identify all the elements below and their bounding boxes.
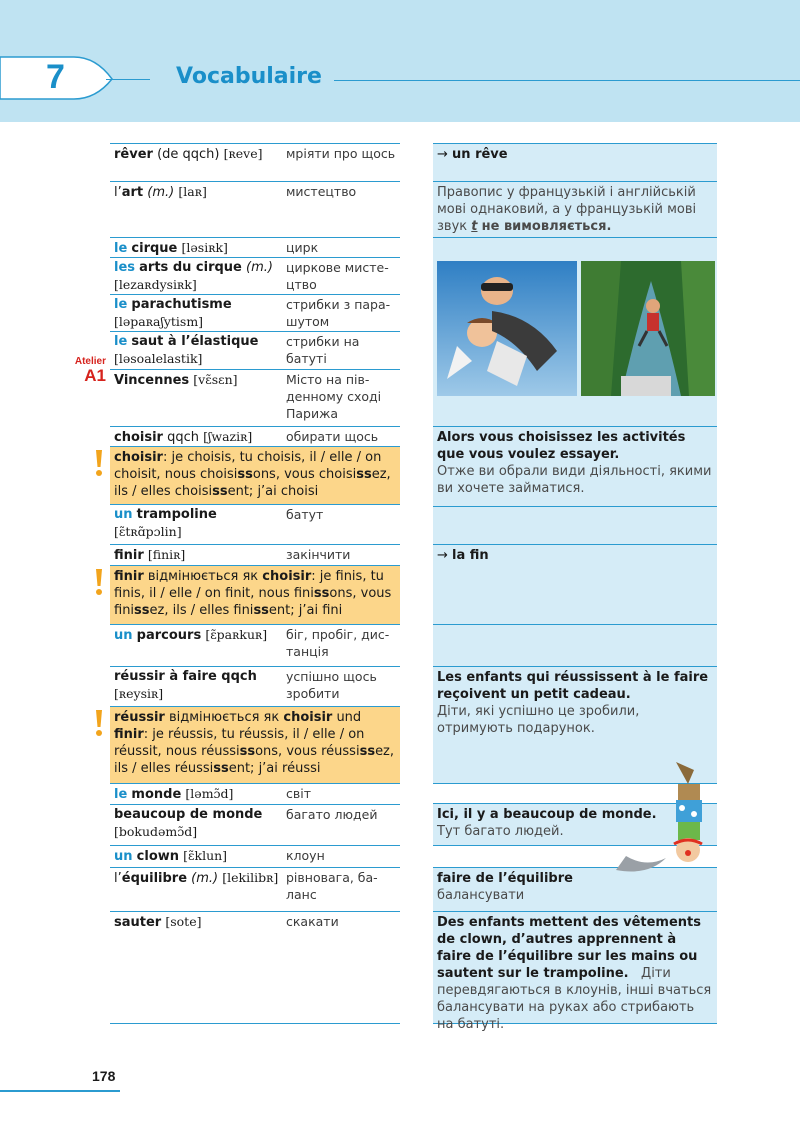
vocab-translation: скакати	[286, 914, 339, 929]
warning-exclamation-icon	[93, 567, 105, 597]
vocab-french: sauter [sote]	[114, 914, 202, 930]
page-number: 178	[92, 1068, 116, 1084]
vocab-translation: світ	[286, 786, 311, 801]
example-row: Des enfants mettent des vêtements de clown, d’autres apprennent à faire de l’équilibre sur les mains ou sautent sur le trampoline. Діти перевдягаються в клоунів, інші вчаться балансувати на руках або стрибають на батуті.	[433, 911, 717, 1024]
vocab-row	[110, 504, 400, 544]
vocab-row	[110, 237, 400, 257]
vocab-row	[110, 426, 400, 446]
warning-exclamation-icon	[93, 448, 105, 478]
vocab-french: réussir à faire qqch [ʀeysiʀ]	[114, 669, 257, 701]
parachute-photo	[437, 261, 577, 396]
warning-exclamation-icon	[93, 708, 105, 738]
vocab-french: le saut à l’élastique [ləsoalelastik]	[114, 334, 259, 366]
atelier-label	[66, 356, 106, 385]
conjugation-note: choisir: je choisis, tu choisis, il / elle / on choisit, nous choisissons, vous choisissez, ils / elles choisissent; j’ai choisi	[110, 446, 400, 504]
vocab-translation: цирк	[286, 240, 319, 255]
vocab-translation: клоун	[286, 848, 325, 863]
example-row: Les enfants qui réussissent à le faire reçoivent un petit cadeau. Діти, які успішно це зробили, отримують подарунок.	[433, 666, 717, 783]
vocab-translation: стрибки з пара-шутом	[286, 297, 391, 329]
vocab-row	[110, 845, 400, 867]
example-row: Ici, il y a beaucoup de monde. Тут багато людей.	[433, 803, 717, 845]
vocab-french: beaucoup de monde [bokudəmɔ̃d]	[114, 807, 263, 839]
vocab-french: choisir qqch [ʃwaziʀ]	[114, 429, 253, 445]
vocab-translation: мріяти про щось	[286, 146, 396, 161]
vocab-row	[110, 624, 400, 666]
conjugation-note: finir відмінюється як choisir: je finis, tu finis, il / elle / on finit, nous finissons, vous finissez, ils / elles finissent; j’ai fini	[110, 565, 400, 624]
example-row	[433, 624, 717, 666]
example-row	[433, 506, 717, 544]
header-rule	[334, 80, 800, 81]
vocab-row	[110, 181, 400, 237]
vocab-translation: рівновага, ба-ланс	[286, 870, 378, 902]
vocab-row	[110, 294, 400, 331]
vocab-french: le parachutisme [ləpaʀaʃytism]	[114, 297, 232, 329]
vocab-translation: стрибки на батуті	[286, 334, 360, 366]
vocab-row	[110, 369, 400, 426]
example-row: → la fin	[433, 544, 717, 624]
vocab-row	[110, 666, 400, 706]
vocab-translation: закінчити	[286, 547, 351, 562]
vocab-french: le cirque [ləsiʀk]	[114, 240, 228, 256]
vocab-row	[110, 783, 400, 804]
vocab-french: le monde [ləmɔ̃d]	[114, 786, 234, 802]
bungee-jump-photo	[581, 261, 715, 396]
vocab-french: un clown [ɛ̃klun]	[114, 848, 228, 864]
atelier-label-big: A1	[84, 366, 106, 385]
page-title: Vocabulaire	[176, 64, 322, 89]
vocab-translation: успішно щось зробити	[286, 669, 377, 701]
vocab-row	[110, 867, 400, 911]
vocab-row	[110, 257, 400, 294]
vocab-translation: батут	[286, 507, 324, 522]
clown-illustration	[606, 758, 716, 888]
vocab-row	[110, 804, 400, 845]
vocab-row	[110, 331, 400, 369]
example-row: faire de l’équilibre балансувати	[433, 867, 717, 911]
vocab-translation: Місто на пів-денному сході Парижа	[286, 372, 382, 421]
example-row: → un rêve	[433, 143, 717, 181]
page-rule	[0, 1090, 120, 1092]
vocab-translation: обирати щось	[286, 429, 379, 444]
vocab-french: finir [finiʀ]	[114, 547, 186, 563]
vocab-translation: мистецтво	[286, 184, 357, 199]
vocab-translation: циркове мисте-цтво	[286, 260, 389, 292]
vocab-french: les arts du cirque (m.) [lezaʀdysiʀk]	[114, 260, 273, 292]
vocab-french: Vincennes [vɛ̃sɛn]	[114, 372, 238, 388]
vocab-french: l’art (m.) [laʀ]	[114, 184, 207, 200]
vocab-translation: багато людей	[286, 807, 378, 822]
chapter-tab-shape	[0, 55, 140, 101]
vocab-french: un parcours [ɛ̃paʀkuʀ]	[114, 627, 268, 643]
vocab-french: rêver (de qqch) [ʀeve]	[114, 146, 263, 162]
atelier-label-small: Atelier	[74, 356, 106, 367]
conjugation-note: réussir відмінюється як choisir und finir: je réussis, tu réussis, il / elle / on réussit, nous réussissons, vous réussissez, ils / elles réussissent; j’ai réussi	[110, 706, 400, 783]
example-row: Правопис у французькій і англійській мові однаковий, а у французькій мові звук t не вимовляється.	[433, 181, 717, 237]
vocab-french: un trampoline [ɛ̃tʀɑ̃pɔlin]	[114, 507, 217, 539]
vocab-row	[110, 911, 400, 1024]
example-row: Alors vous choisissez les activités que vous voulez essayer. Отже ви обрали види діяльності, якими ви хочете займатися.	[433, 426, 717, 506]
header-rule-short	[106, 79, 150, 80]
vocab-translation: біг, пробіг, дис-танція	[286, 627, 390, 659]
vocab-row	[110, 544, 400, 565]
vocab-french: l’équilibre (m.) [lekilibʀ]	[114, 870, 279, 886]
chapter-number: 7	[46, 58, 65, 96]
vocab-row	[110, 143, 400, 181]
